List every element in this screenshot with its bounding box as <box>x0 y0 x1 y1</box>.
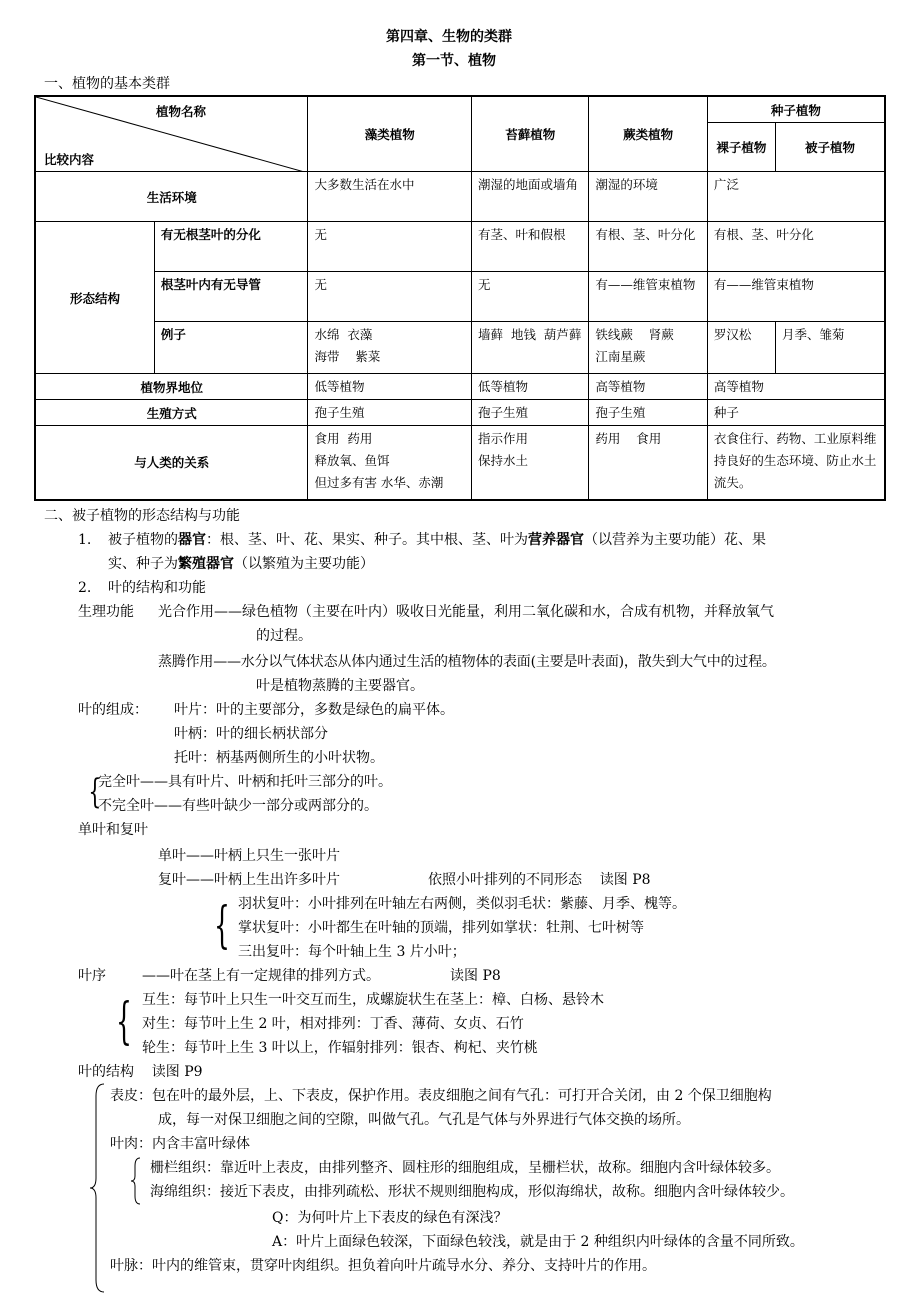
palmate-leaf: 掌状复叶：小叶都生在叶轴的顶端，排列如掌状：牡荆、七叶树等 <box>238 920 644 936</box>
status-algae: 低等植物 <box>308 374 472 400</box>
examples-fern-line2: 江南星蕨 <box>595 349 646 364</box>
diag-top-label: 植物名称 <box>156 104 207 119</box>
examples-fern <box>589 322 707 374</box>
row-label-vessels: 根茎叶内有无导管 <box>154 272 308 322</box>
col-header-gymno: 裸子植物 <box>707 123 775 172</box>
ternate-leaf: 三出复叶：每个叶轴上生 3 片小叶； <box>238 944 466 960</box>
composition-label: 叶的组成： <box>78 702 148 718</box>
item2-heading: 叶的结构和功能 <box>108 580 206 596</box>
examples-algae-line1: 水绵 衣藻 <box>314 327 373 342</box>
pinnate-leaf: 羽状复叶：小叶排列在叶轴左右两侧，类似羽毛状：紫藤、月季、槐等。 <box>238 896 686 912</box>
item1-line2-c: （以繁殖为主要功能） <box>234 556 374 572</box>
brace-complete: { <box>88 772 102 812</box>
col-header-algae: 藻类植物 <box>308 96 472 172</box>
composition-petiole: 叶柄：叶的细长柄状部分 <box>174 726 328 742</box>
item1-number: 1. <box>78 532 92 548</box>
brace-phyllotaxy: { <box>115 992 132 1050</box>
phyllotaxy-label: 叶序 <box>78 968 106 984</box>
reproduction-moss: 孢子生殖 <box>472 400 589 426</box>
reproduction-algae: 孢子生殖 <box>308 400 472 426</box>
relation-moss <box>472 426 589 500</box>
composition-blade: 叶片：叶的主要部分，多数是绿色的扁平体。 <box>174 702 454 718</box>
chapter-title: 第四章、生物的类群 <box>386 29 512 45</box>
organs-fern: 有根、茎、叶分化 <box>589 222 707 272</box>
brace-mesophyll <box>130 1156 142 1206</box>
brace-structure <box>88 1082 108 1294</box>
photosynthesis-line1: 光合作用——绿色植物（主要在叶内）吸收日光能量，利用二氧化碳和水，合成有机物，并释放氧气 <box>158 604 774 620</box>
leaf-structure-heading: 叶的结构 读图 P9 <box>78 1064 203 1080</box>
examples-algae <box>308 322 472 374</box>
alternate-phyllotaxy: 互生：每节叶上只生一叶交互而生，成螺旋状生在茎上：樟、白杨、悬铃木 <box>142 992 604 1008</box>
item1-line2-a: 实、种子为 <box>108 556 178 572</box>
compound-note: 依照小叶排列的不同形态 读图 P8 <box>428 872 651 888</box>
col-header-angio: 被子植物 <box>776 123 885 172</box>
complete-leaf: 完全叶——具有叶片、叶柄和托叶三部分的叶。 <box>98 774 392 790</box>
relation-algae-line2: 释放氧、鱼饵 <box>314 453 390 468</box>
row-label-organs: 有无根茎叶的分化 <box>154 222 308 272</box>
section-title: 第一节、植物 <box>412 53 496 69</box>
status-seed: 高等植物 <box>707 374 885 400</box>
photosynthesis-line2: 的过程。 <box>256 628 312 644</box>
relation-algae-line3: 但过多有害 水华、赤潮 <box>314 475 444 490</box>
examples-moss: 墙藓 地钱 葫芦藓 <box>472 322 589 374</box>
composition-stipule: 托叶：柄基两侧所生的小叶状物。 <box>174 750 384 766</box>
vein: 叶脉：叶内的维管束，贯穿叶肉组织。担负着向叶片疏导水分、养分、支持叶片的作用。 <box>110 1258 656 1274</box>
reproduction-seed: 种子 <box>707 400 885 426</box>
col-header-fern: 蕨类植物 <box>589 96 707 172</box>
relation-moss-line2: 保持水土 <box>478 453 529 468</box>
plant-groups-table <box>34 95 886 501</box>
status-fern: 高等植物 <box>589 374 707 400</box>
diag-bottom-label: 比较内容 <box>44 152 95 167</box>
item1-reproductive-organ: 繁殖器官 <box>178 556 234 572</box>
part2-heading: 二、被子植物的形态结构与功能 <box>44 508 240 524</box>
examples-fern-line1: 铁线蕨 肾蕨 <box>595 327 674 342</box>
answer: A：叶片上面绿色较深，下面绿色较浅，就是由于 2 种组织内叶绿体的含量不同所致。 <box>272 1234 804 1250</box>
vessels-moss: 无 <box>472 272 589 322</box>
transpiration-line1: 蒸腾作用——水分以气体状态从体内通过生活的植物体的表面(主要是叶表面)，散失到大气中的过程。 <box>158 654 776 670</box>
spongy-tissue: 海绵组织：接近下表皮，由排列疏松、形状不规则细胞构成，形似海绵状，故称。细胞内含叶绿体较少。 <box>150 1184 794 1200</box>
part1-heading: 一、植物的基本类群 <box>44 76 170 92</box>
row-label-form: 形态结构 <box>35 222 154 374</box>
examples-algae-line2: 海带 紫菜 <box>314 349 381 364</box>
whorled-phyllotaxy: 轮生：每节叶上生 3 叶以上，作辐射排列：银杏、枸杞、夹竹桃 <box>142 1040 538 1056</box>
incomplete-leaf: 不完全叶——有些叶缺少一部分或两部分的。 <box>98 798 378 814</box>
simple-compound-heading: 单叶和复叶 <box>78 822 148 838</box>
habitat-algae: 大多数生活在水中 <box>308 172 472 222</box>
row-label-reproduction: 生殖方式 <box>35 400 308 426</box>
relation-seed: 衣食住行、药物、工业原料维持良好的生态环境、防止水土流失。 <box>707 426 885 500</box>
organs-algae: 无 <box>308 222 472 272</box>
opposite-phyllotaxy: 对生：每节叶上生 2 叶，相对排列：丁香、薄荷、女贞、石竹 <box>142 1016 524 1032</box>
row-label-relation: 与人类的关系 <box>35 426 308 500</box>
col-header-seed: 种子植物 <box>707 96 885 123</box>
palisade-tissue: 栅栏组织：靠近叶上表皮，由排列整齐、圆柱形的细胞组成，呈栅栏状，故称。细胞内含叶绿体较多。 <box>150 1160 780 1176</box>
reproduction-fern: 孢子生殖 <box>589 400 707 426</box>
organs-moss: 有茎、叶和假根 <box>472 222 589 272</box>
mesophyll: 叶肉：内含丰富叶绿体 <box>110 1136 250 1152</box>
epidermis-line2: 成，每一对保卫细胞之间的空隙，叫做气孔。气孔是气体与外界进行气体交换的场所。 <box>158 1112 690 1128</box>
item1-organ: 器官 <box>178 532 206 548</box>
row-label-habitat: 生活环境 <box>35 172 308 222</box>
simple-leaf: 单叶——叶柄上只生一张叶片 <box>158 848 340 864</box>
relation-algae-line1: 食用 药用 <box>314 431 373 446</box>
epidermis-line1: 表皮：包在叶的最外层，上、下表皮，保护作用。表皮细胞之间有气孔：可打开合关闭，由 2 个保卫细胞构 <box>110 1088 772 1104</box>
examples-angio: 月季、雏菊 <box>776 322 885 374</box>
item1-vegetative-organ: 营养器官 <box>528 532 584 548</box>
item1-text-c: ：根、茎、叶、花、果实、种子。其中根、茎、叶为 <box>206 532 528 548</box>
compound-leaf: 复叶——叶柄上生出许多叶片 <box>158 872 340 888</box>
question: Q：为何叶片上下表皮的绿色有深浅？ <box>272 1210 508 1226</box>
item1-text-e: （以营养为主要功能）花、果 <box>584 532 766 548</box>
col-header-moss: 苔藓植物 <box>472 96 589 172</box>
organs-seed: 有根、茎、叶分化 <box>707 222 885 272</box>
item1-text-a: 被子植物的 <box>108 532 178 548</box>
phyllotaxy-def: ——叶在茎上有一定规律的排列方式。 <box>142 968 380 984</box>
relation-fern: 药用 食用 <box>589 426 707 500</box>
row-label-status: 植物界地位 <box>35 374 308 400</box>
vessels-fern: 有——维管束植物 <box>589 272 707 322</box>
item2-number: 2. <box>78 580 92 596</box>
vessels-algae: 无 <box>308 272 472 322</box>
brace-compound: { <box>213 896 230 954</box>
phyllotaxy-note: 读图 P8 <box>450 968 501 984</box>
row-label-examples: 例子 <box>154 322 308 374</box>
diagonal-header-cell <box>35 96 308 172</box>
physio-label: 生理功能 <box>78 604 134 620</box>
habitat-fern: 潮湿的环境 <box>589 172 707 222</box>
item1-line2 <box>108 554 374 574</box>
relation-moss-line1: 指示作用 <box>478 431 529 446</box>
habitat-seed: 广泛 <box>707 172 885 222</box>
item1-line1 <box>108 530 766 550</box>
habitat-moss: 潮湿的地面或墙角 <box>472 172 589 222</box>
status-moss: 低等植物 <box>472 374 589 400</box>
relation-algae <box>308 426 472 500</box>
vessels-seed: 有——维管束植物 <box>707 272 885 322</box>
transpiration-line2: 叶是植物蒸腾的主要器官。 <box>256 678 424 694</box>
examples-gymno: 罗汉松 <box>707 322 775 374</box>
